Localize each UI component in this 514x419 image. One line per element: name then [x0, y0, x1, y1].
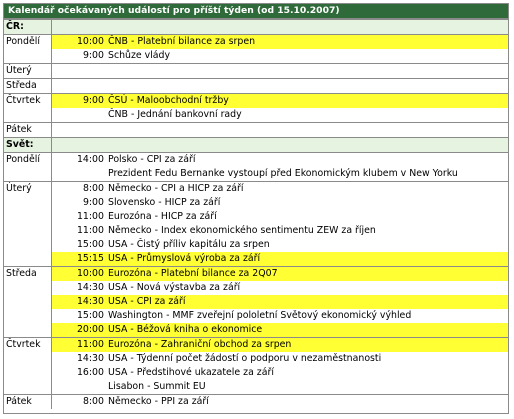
day-label: Středa: [4, 267, 51, 282]
event-time: 14:30: [76, 282, 104, 293]
events-table: [4, 19, 508, 409]
event-row: [4, 281, 508, 295]
event-time: 11:00: [76, 211, 104, 222]
event-row: [4, 395, 508, 410]
event-row: [4, 252, 508, 267]
event-text: Schůze vlády: [108, 50, 171, 61]
event-time: 11:00: [51, 338, 107, 353]
event-row: [4, 338, 508, 353]
event-row: [4, 182, 508, 197]
event-time: [51, 108, 107, 123]
event-row: [4, 323, 508, 338]
event-text: Německo - Index ekonomického sentimentu ZEW za říjen: [108, 225, 376, 236]
section-heading: ČR:: [4, 20, 51, 35]
event-text: [107, 79, 508, 94]
event-text: Eurozóna - Platební bilance za 2Q07: [107, 267, 508, 282]
day-label: Čtvrtek: [4, 338, 51, 353]
event-text: Lisabon - Summit EU: [108, 381, 206, 392]
section-heading-fill: [107, 20, 508, 35]
day-label-empty: [4, 252, 51, 267]
event-text: Washington - MMF zveřejní pololetní Světový ekonomický výhled: [108, 310, 412, 321]
section-heading-fill: [107, 138, 508, 153]
event-text: USA - Týdenní počet žádostí o podporu v nezaměstnanosti: [108, 353, 382, 364]
day-label-empty: [4, 295, 51, 309]
event-row: [4, 366, 508, 380]
calendar-title: Kalendář očekávaných událostí pro příští týden (od 15.10.2007): [4, 4, 508, 19]
event-row: [4, 380, 508, 395]
event-row: [4, 64, 508, 79]
event-row: [4, 35, 508, 50]
event-time: 8:00: [51, 395, 107, 410]
event-text: Polsko - CPI za září: [107, 153, 508, 168]
event-row: [4, 79, 508, 94]
event-row: [4, 295, 508, 309]
event-text: Eurozóna - HICP za září: [108, 211, 217, 222]
event-time: 9:00: [82, 197, 104, 208]
event-row: [4, 352, 508, 366]
day-label: Čtvrtek: [4, 94, 51, 109]
event-time: 14:30: [76, 353, 104, 364]
event-text: USA - Béžová kniha o ekonomice: [107, 323, 508, 338]
event-text: USA - Průmyslová výroba za září: [107, 252, 508, 267]
event-row: [4, 309, 508, 323]
event-text: ČNB - Platební bilance za srpen: [107, 35, 508, 50]
event-row: [4, 49, 508, 64]
day-label-empty: [4, 196, 51, 210]
event-time: [51, 64, 107, 79]
event-row: [4, 224, 508, 238]
day-label-empty: [4, 238, 51, 252]
event-time: 15:00: [76, 239, 104, 250]
event-text: ČSÚ - Maloobchodní tržby: [107, 94, 508, 109]
event-text: USA - CPI za září: [107, 295, 508, 309]
event-text: USA - Čistý příliv kapitálu za srpen: [108, 239, 270, 250]
day-label: Pondělí: [4, 35, 51, 50]
event-row: [4, 108, 508, 123]
event-time: [51, 380, 107, 395]
section-header-row: [4, 138, 508, 153]
event-time: 16:00: [76, 367, 104, 378]
event-text: [107, 123, 508, 138]
event-text: ČNB - Jednání bankovní rady: [108, 109, 242, 120]
event-time: [51, 167, 107, 182]
event-time: 15:15: [51, 252, 107, 267]
event-text: Prezident Fedu Bernanke vystoupí před Ekonomickým klubem v New Yorku: [108, 168, 458, 179]
day-label-empty: [4, 352, 51, 366]
section-heading-fill: [51, 20, 107, 35]
event-row: [4, 267, 508, 282]
day-label-empty: [4, 366, 51, 380]
event-text: Německo - CPI a HICP za září: [107, 182, 508, 197]
day-label: Úterý: [4, 182, 51, 197]
event-time: 14:30: [51, 295, 107, 309]
section-heading: Svět:: [4, 138, 51, 153]
event-time: [51, 79, 107, 94]
events-calendar: [3, 3, 509, 414]
section-heading-fill: [51, 138, 107, 153]
event-row: [4, 167, 508, 182]
event-time: 11:00: [76, 225, 104, 236]
day-label-empty: [4, 309, 51, 323]
event-row: [4, 210, 508, 224]
event-row: [4, 153, 508, 168]
event-time: 8:00: [51, 182, 107, 197]
event-time: 9:00: [51, 94, 107, 109]
day-label-empty: [4, 323, 51, 338]
event-time: 20:00: [51, 323, 107, 338]
day-label-empty: [4, 210, 51, 224]
event-text: Německo - PPI za září: [107, 395, 508, 410]
day-label-empty: [4, 224, 51, 238]
event-time: 10:00: [51, 35, 107, 50]
event-time: 9:00: [82, 50, 104, 61]
event-row: [4, 94, 508, 109]
day-label-empty: [4, 380, 51, 395]
event-row: [4, 196, 508, 210]
event-text: USA - Nová výstavba za září: [108, 282, 241, 293]
event-time: 14:00: [51, 153, 107, 168]
day-label-empty: [4, 108, 51, 123]
day-label: Středa: [4, 79, 51, 94]
day-label: Pondělí: [4, 153, 51, 168]
event-row: [4, 238, 508, 252]
day-label-empty: [4, 281, 51, 295]
event-text: Eurozóna - Zahraniční obchod za srpen: [107, 338, 508, 353]
event-time: 15:00: [76, 310, 104, 321]
event-text: [107, 64, 508, 79]
event-time: [51, 123, 107, 138]
day-label: Úterý: [4, 64, 51, 79]
day-label-empty: [4, 49, 51, 64]
section-header-row: [4, 20, 508, 35]
event-time: 10:00: [51, 267, 107, 282]
event-text: Slovensko - HICP za září: [108, 197, 221, 208]
day-label-empty: [4, 167, 51, 182]
event-text: USA - Předstihové ukazatele za září: [108, 367, 274, 378]
day-label: Pátek: [4, 123, 51, 138]
event-row: [4, 123, 508, 138]
day-label: Pátek: [4, 395, 51, 410]
